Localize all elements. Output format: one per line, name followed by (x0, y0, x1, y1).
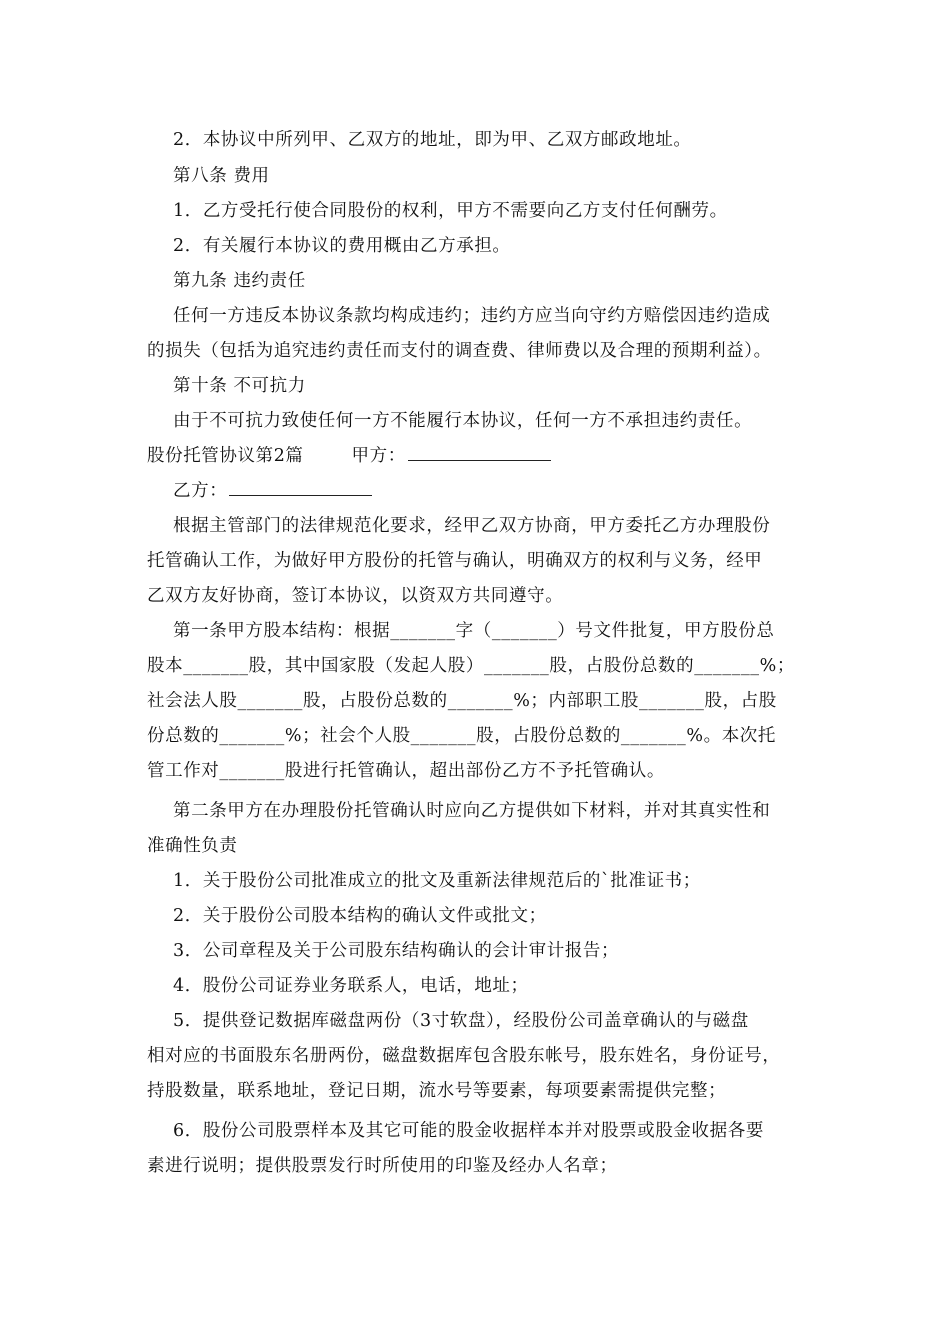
list-item: 5．提供登记数据库磁盘两份（3寸软盘），经股份公司盖章确认的与磁盘 (173, 1011, 749, 1031)
list-item: 1．关于股份公司批准成立的批文及重新法律规范后的`批准证书； (173, 871, 701, 891)
paragraph: 1．乙方受托行使合同股份的权利，甲方不需要向乙方支付任何酬劳。 (173, 201, 728, 221)
paragraph: 管工作对_______股进行托管确认，超出部份乙方不予托管确认。 (147, 761, 665, 781)
paragraph: 股本_______股，其中国家股（发起人股）_______股，占股份总数的_______%； (147, 656, 795, 676)
list-item: 6．股份公司股票样本及其它可能的股金收据样本并对股票或股金收据各要 (173, 1121, 764, 1141)
paragraph: 第二条甲方在办理股份托管确认时应向乙方提供如下材料，并对其真实性和 (173, 801, 771, 821)
party-b-line (0, 473, 950, 509)
paragraph: 由于不可抗力致使任何一方不能履行本协议，任何一方不承担违约责任。 (173, 411, 753, 431)
list-item: 3．公司章程及关于公司股东结构确认的会计审计报告； (173, 941, 620, 961)
document-title: 股份托管协议第2篇 (147, 446, 304, 466)
list-item: 2．关于股份公司股本结构的确认文件或批文； (173, 906, 547, 926)
party-b-label: 乙方： (173, 481, 228, 501)
party-a-label: 甲方： (351, 446, 406, 466)
paragraph: 任何一方违反本协议条款均构成违约；违约方应当向守约方赔偿因违约造成 (173, 306, 771, 326)
article-heading: 第十条 不可抗力 (173, 376, 306, 396)
article-heading: 第八条 费用 (173, 166, 270, 186)
party-b-blank (229, 475, 372, 496)
paragraph: 的损失（包括为追究违约责任而支付的调查费、律师费以及合理的预期利益）。 (147, 341, 772, 361)
list-item: 相对应的书面股东名册两份，磁盘数据库包含股东帐号，股东姓名，身份证号， (147, 1046, 781, 1066)
paragraph: 准确性负责 (147, 836, 238, 856)
list-item: 素进行说明；提供股票发行时所使用的印鉴及经办人名章； (147, 1156, 618, 1176)
paragraph: 第一条甲方股本结构：根据_______字（_______）号文件批复，甲方股份总 (173, 621, 775, 641)
paragraph: 2．本协议中所列甲、乙双方的地址，即为甲、乙双方邮政地址。 (173, 130, 692, 150)
paragraph: 乙双方友好协商，签订本协议，以资双方共同遵守。 (147, 586, 564, 606)
paragraph: 根据主管部门的法律规范化要求，经甲乙双方协商，甲方委托乙方办理股份 (173, 516, 771, 536)
paragraph: 份总数的_______%；社会个人股_______股，占股份总数的_______%。本次托 (147, 726, 777, 746)
paragraph: 托管确认工作，为做好甲方股份的托管与确认，明确双方的权利与义务，经甲 (147, 551, 763, 571)
article-heading: 第九条 违约责任 (173, 271, 306, 291)
document-title-line (0, 438, 950, 474)
paragraph: 2．有关履行本协议的费用概由乙方承担。 (173, 236, 511, 256)
list-item: 持股数量，联系地址，登记日期，流水号等要素，每项要素需提供完整； (147, 1081, 727, 1101)
paragraph: 社会法人股_______股，占股份总数的_______%；内部职工股_______股，占股 (147, 691, 777, 711)
list-item: 4．股份公司证券业务联系人，电话，地址； (173, 976, 529, 996)
party-a-blank (408, 440, 551, 461)
